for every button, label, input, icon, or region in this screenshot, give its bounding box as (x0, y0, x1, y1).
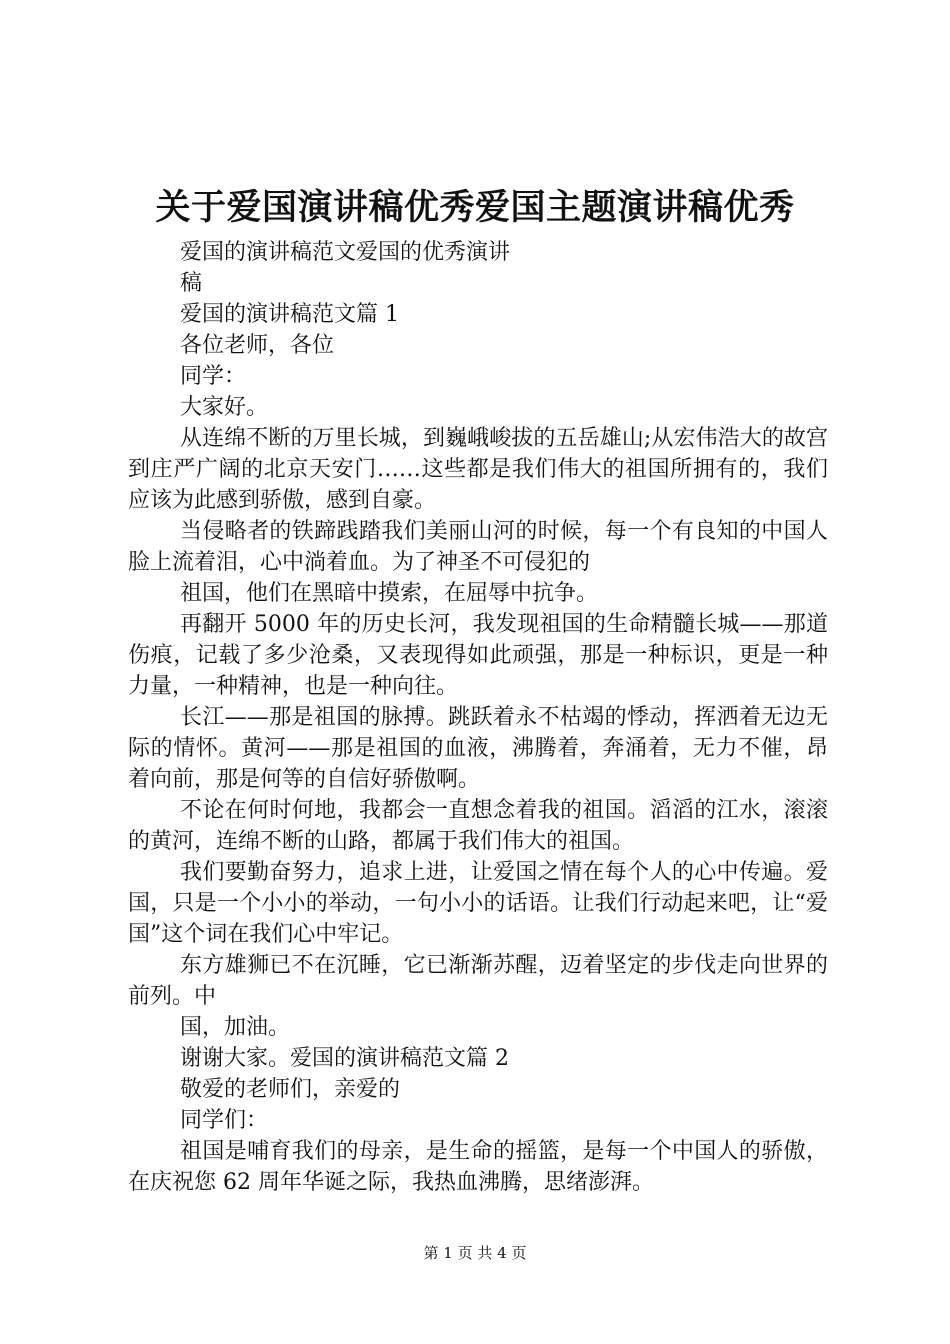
paragraph: 爱国的演讲稿范文爱国的优秀演讲 (180, 240, 511, 265)
paragraph: 国，加油。 (180, 1015, 291, 1040)
paragraph: 当侵略者的铁蹄践踏我们美丽山河的时候，每一个有良知的中国人脸上流着泪，心中淌着血。为了神圣不可侵犯的 (128, 519, 828, 575)
paragraph: 不论在何时何地，我都会一直想念着我的祖国。滔滔的江水，滚滚的黄河，连绵不断的山路，都属于我们伟大的祖国。 (128, 798, 828, 854)
paragraph: 祖国，他们在黑暗中摸索，在屈辱中抗争。 (180, 581, 599, 606)
paragraph: 大家好。 (180, 395, 269, 420)
paragraph: 爱国的演讲稿范文篇 1 (180, 302, 399, 327)
document-title: 关于爱国演讲稿优秀爱国主题演讲稿优秀 (155, 187, 795, 228)
page-footer: 第 1 页 共 4 页 (423, 1244, 527, 1262)
document-body (128, 237, 828, 1198)
paragraph: 敬爱的老师们，亲爱的 (180, 1077, 401, 1102)
paragraph: 长江——那是祖国的脉搏。跳跃着永不枯竭的悸动，挥洒着无边无际的情怀。黄河——那是祖国的血液，沸腾着，奔涌着，无力不催，昂着向前，那是何等的自信好骄傲啊。 (128, 705, 828, 792)
paragraph: 祖国是哺育我们的母亲，是生命的摇篮，是每一个中国人的骄傲，在庆祝您 62 周年华诞之际，我热血沸腾，思绪澎湃。 (128, 1139, 828, 1195)
paragraph: 各位老师，各位 (180, 333, 335, 358)
paragraph: 东方雄狮已不在沉睡，它已渐渐苏醒，迈着坚定的步伐走向世界的前列。中 (128, 953, 828, 1009)
paragraph: 我们要勤奋努力，追求上进，让爱国之情在每个人的心中传遍。爱国，只是一个小小的举动，一句小小的话语。让我们行动起来吧，让“爱国”这个词在我们心中牢记。 (128, 860, 828, 947)
paragraph: 同学： (180, 364, 247, 389)
paragraph: 从连绵不断的万里长城，到巍峨峻拔的五岳雄山;从宏伟浩大的故宫到庄严广阔的北京天安门……这些都是我们伟大的祖国所拥有的，我们应该为此感到骄傲，感到自豪。 (128, 426, 828, 513)
paragraph: 谢谢大家。爱国的演讲稿范文篇 2 (180, 1046, 509, 1071)
paragraph: 再翻开 5000 年的历史长河，我发现祖国的生命精髓长城——那道伤痕，记载了多少沧桑，又表现得如此顽强，那是一种标识，更是一种力量，一种精神，也是一种向往。 (128, 612, 828, 699)
paragraph: 同学们： (180, 1108, 269, 1133)
paragraph: 稿 (180, 271, 203, 296)
